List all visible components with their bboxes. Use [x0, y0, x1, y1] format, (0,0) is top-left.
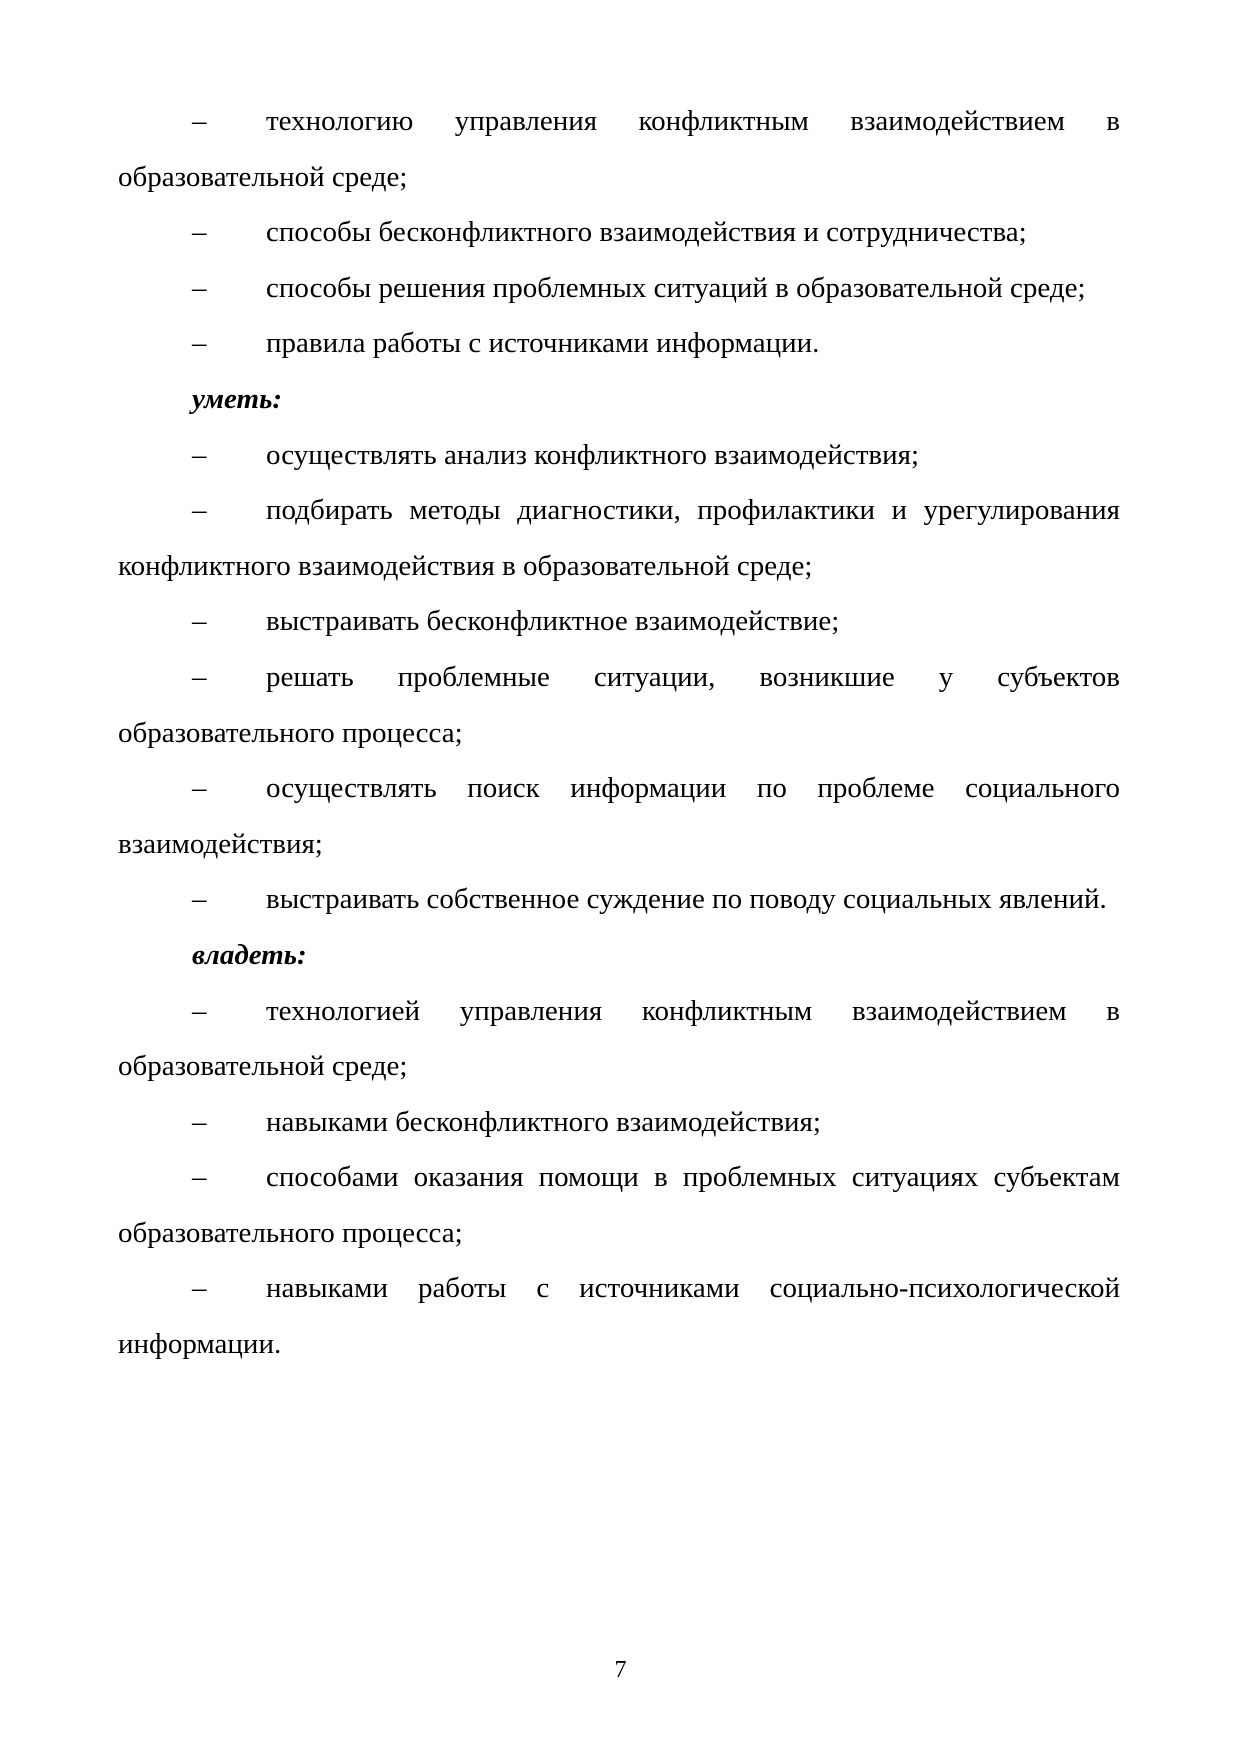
mastery-heading: владеть: — [192, 938, 307, 971]
mastery-list — [118, 984, 1120, 1373]
list-item — [118, 94, 1120, 205]
page-number: 7 — [614, 1657, 627, 1683]
list-item-text: осуществлять анализ конфликтного взаимодействия; — [266, 438, 920, 471]
dash-bullet: – — [192, 216, 207, 249]
dash-bullet: – — [192, 660, 207, 693]
list-item — [118, 650, 1120, 761]
dash-bullet: – — [192, 772, 207, 805]
list-item — [118, 1261, 1120, 1372]
list-item-text: выстраивать собственное суждение по поводу социальных явлений. — [266, 883, 1107, 916]
dash-bullet: – — [192, 494, 207, 527]
list-item-text: выстраивать бесконфликтное взаимодействие; — [266, 605, 840, 638]
dash-bullet: – — [192, 327, 207, 360]
list-item — [118, 761, 1120, 872]
list-item — [118, 428, 1120, 484]
list-item — [118, 1150, 1120, 1261]
list-item-text: технологией управления конфликтным взаимодействием в образовательной среде; — [118, 994, 1120, 1083]
list-item-text: способы решения проблемных ситуаций в образовательной среде; — [266, 271, 1086, 304]
dash-bullet: – — [192, 271, 207, 304]
list-item-text: подбирать методы диагностики, профилактики и урегулирования конфликтного взаимодействия в образовательной среде; — [118, 494, 1120, 582]
list-item — [118, 1095, 1120, 1151]
list-item — [118, 316, 1120, 372]
list-item-text: способы бесконфликтного взаимодействия и сотрудничества; — [266, 216, 1027, 249]
text-column — [118, 94, 1120, 1373]
dash-bullet: – — [192, 105, 207, 137]
list-item — [118, 594, 1120, 650]
list-item-text: навыками бесконфликтного взаимодействия; — [266, 1105, 821, 1138]
dash-bullet: – — [192, 1105, 207, 1138]
list-item — [118, 205, 1120, 261]
dash-bullet: – — [192, 883, 207, 916]
list-item-text: осуществлять поиск информации по проблеме социального взаимодействия; — [118, 772, 1120, 860]
list-item-text: решать проблемные ситуации, возникшие у субъектов образовательного процесса; — [118, 660, 1120, 749]
list-item — [118, 483, 1120, 594]
dash-bullet: – — [192, 1161, 207, 1194]
dash-bullet: – — [192, 1272, 207, 1305]
list-item — [118, 984, 1120, 1095]
list-item — [118, 261, 1120, 317]
dash-bullet: – — [192, 438, 207, 471]
list-item-text: технологию управления конфликтным взаимодействием в образовательной среде; — [118, 105, 1120, 193]
skills-heading: уметь: — [192, 382, 282, 415]
list-item-text: правила работы с источниками информации. — [266, 327, 820, 360]
dash-bullet: – — [192, 994, 207, 1027]
know-list — [118, 94, 1120, 372]
skills-list — [118, 428, 1120, 928]
list-item — [118, 872, 1120, 928]
dash-bullet: – — [192, 605, 207, 638]
list-item-text: способами оказания помощи в проблемных ситуациях субъектам образовательного процесса; — [118, 1161, 1120, 1249]
list-item-text: навыками работы с источниками социально-психологической информации. — [118, 1272, 1120, 1361]
